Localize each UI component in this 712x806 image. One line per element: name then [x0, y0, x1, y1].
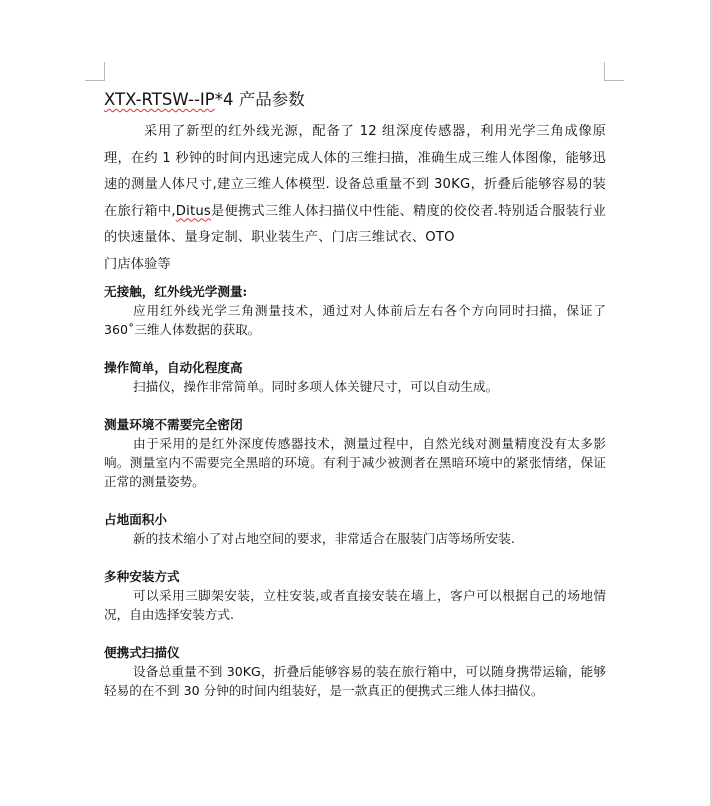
section-body: 新的技术缩小了对占地空间的要求，非常适合在服装门店等场所安装. — [133, 531, 515, 546]
crop-mark-top-right — [604, 62, 605, 81]
intro-line: 够容易的装在旅行箱中, — [104, 177, 606, 219]
intro-line: 能够迅速的测量人体尺寸,建立三维人体模型. 设备总重量不到 30KG，折叠后能 — [104, 150, 606, 192]
intro-line: 采用了新型的红外线光源，配备了 12 组深度传感器，利用光学三角成像 — [144, 124, 593, 139]
document-body[interactable] — [104, 88, 606, 700]
section-heading: 便携式扫描仪 — [104, 645, 180, 660]
section-heading: 测量环境不需要完全密闭 — [104, 417, 243, 432]
section-installation — [104, 567, 606, 624]
section-small-footprint — [104, 510, 606, 548]
intro-line: 特别适合服装行业的快速量体、量身定制、职业装生产、门店三维试衣、OTO — [104, 203, 606, 245]
crop-mark-top-right — [605, 80, 624, 81]
crop-mark-top-left — [104, 62, 105, 81]
section-heading: 操作简单，自动化程度高 — [104, 360, 243, 375]
section-environment — [104, 415, 606, 491]
intro-paragraph — [104, 119, 606, 278]
crop-mark-top-left — [85, 80, 104, 81]
section-heading: 无接触，红外线光学测量: — [104, 284, 248, 299]
section-portable — [104, 643, 606, 700]
section-contactless — [104, 282, 606, 339]
intro-line: 是便携式三维人体扫描仪中性能、精度的佼佼者. — [210, 203, 499, 219]
spellcheck-word: XTX-RTSW--IP — [104, 90, 215, 109]
title-text: *4 产品参数 — [214, 90, 305, 109]
section-body: 可以采用三脚架安装，立柱安装,或者直接安装在墙上，客户可以根据自己的场地情况，自由选择安装方式. — [104, 588, 606, 622]
intro-line: 原理，在约 1 秒钟的时间内迅速完成人体的三维扫描，准确生成三维人体图像， — [104, 124, 606, 166]
section-heading: 占地面积小 — [104, 512, 167, 527]
intro-line: 门店体验等 — [104, 256, 171, 272]
section-body: 扫描仪，操作非常简单。同时多项人体关键尺寸，可以自动生成。 — [133, 379, 499, 394]
spellcheck-word: Ditus — [175, 203, 211, 219]
document-title — [104, 88, 606, 112]
section-body: 由于采用的是红外深度传感器技术，测量过程中，自然光线对测量精度没有太多影响。测量室内不需要完全黑暗的环境。有利于减少被测者在黑暗环境中的紧张情绪，保证正常的测量姿势。 — [104, 436, 606, 489]
section-heading: 多种安装方式 — [104, 569, 180, 584]
section-body: 应用红外线光学三角测量技术，通过对人体前后左右各个方向同时扫描，保证了 360˚三维人体数据的获取。 — [104, 303, 606, 337]
section-body: 设备总重量不到 30KG，折叠后能够容易的装在旅行箱中，可以随身携带运输，能够轻易的在不到 30 分钟的时间内组装好，是一款真正的便携式三维人体扫描仪。 — [104, 664, 606, 698]
section-easy-operation — [104, 358, 606, 396]
